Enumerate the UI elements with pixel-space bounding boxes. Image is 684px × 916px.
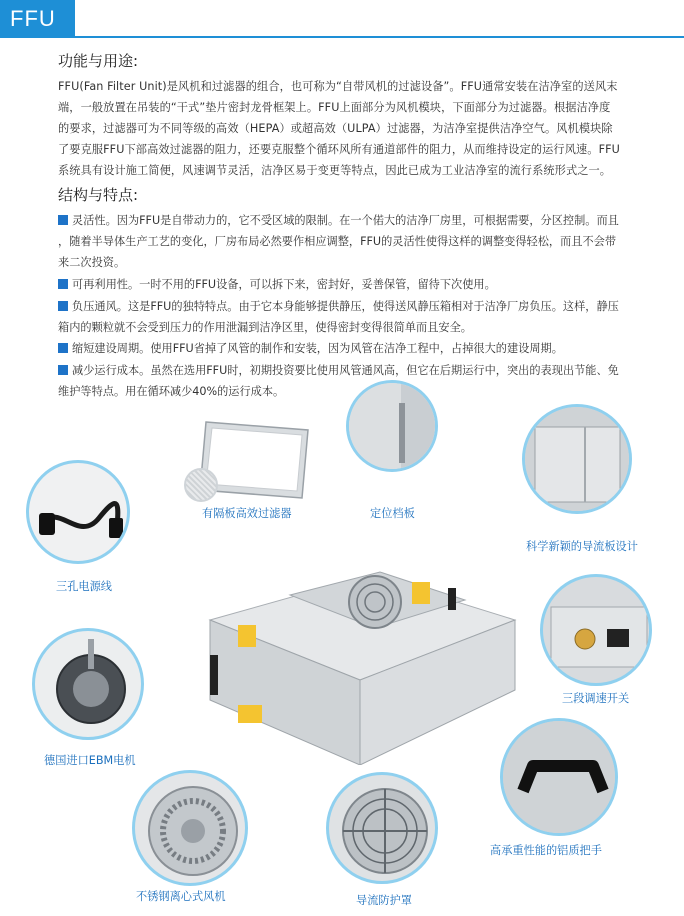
feature-line: 维护等特点。用在循环减少40%的运行成本。 — [58, 385, 285, 398]
caption-switch: 三段调速开关 — [562, 692, 630, 705]
feature-line: 负压通风。这是FFU的独特特点。由于它本身能够提供静压，使得送风静压箱相对于洁净厂房负压。这样，静压 — [72, 300, 619, 313]
caption-guide: 科学新颖的导流板设计 — [526, 540, 638, 553]
feature-item-flexibility — [58, 210, 660, 273]
handle-image — [500, 718, 618, 836]
feature-item-reusability — [58, 274, 660, 295]
feature-line: 缩短建设周期。使用FFU省掉了风管的制作和安装，因为风管在洁净工程中，占掉很大的建设周期。 — [72, 342, 563, 355]
feature-line: 箱内的颗粒就不会受到压力的作用泄漏到洁净区里，使得密封变得很简单而且安全。 — [58, 321, 472, 334]
centrifugal-fan-image — [132, 770, 248, 886]
page-title: FFU — [10, 6, 56, 31]
feature-line: ，随着半导体生产工艺的变化，厂房布局必然要作相应调整，FFU的灵活性使得这样的调整变得轻松，而且不会带 — [58, 235, 617, 248]
header-rule — [0, 36, 684, 38]
guide-plate-image — [522, 404, 632, 514]
feature-line: 减少运行成本。虽然在选用FFU时，初期投资要比使用风管通风高，但它在后期运行中，突出的表现出节能、免 — [72, 364, 619, 377]
caption-power-cord: 三孔电源线 — [56, 580, 112, 593]
function-line: 的要求，过滤器可为不同等级的高效（HEPA）或超高效（ULPA）过滤器，为洁净室提供洁净空气。风机模块除 — [58, 122, 613, 135]
caption-guard: 导流防护罩 — [356, 894, 412, 907]
function-heading: 功能与用途: — [58, 52, 139, 70]
feature-line: 来二次投资。 — [58, 256, 126, 269]
speed-switch-image — [540, 574, 652, 686]
function-line: 端，一般放置在吊装的“干式”垫片密封龙骨框架上。FFU上面部分为风机模块，下面部分为过滤器。根据洁净度 — [58, 101, 611, 114]
bullet-square-icon — [58, 279, 68, 289]
caption-filter: 有隔板高效过滤器 — [202, 507, 292, 520]
ebm-motor-image — [32, 628, 144, 740]
guard-image — [326, 772, 438, 884]
bullet-square-icon — [58, 215, 68, 225]
page-title-tab — [0, 0, 75, 38]
feature-item-shorter-construction — [58, 338, 660, 359]
baffle-image — [346, 380, 438, 472]
bullet-square-icon — [58, 365, 68, 375]
feature-item-negative-pressure — [58, 296, 660, 338]
function-paragraph — [58, 76, 660, 181]
feature-line: 灵活性。因为FFU是自带动力的，它不受区域的限制。在一个偌大的洁净厂房里，可根据需要，分区控制。而且 — [72, 214, 619, 227]
function-line: FFU(Fan Filter Unit)是风机和过滤器的组合，也可称为“自带风机的过滤设备”。FFU通常安装在洁净室的送风末 — [58, 80, 618, 93]
ffu-unit-image — [190, 560, 520, 765]
bullet-square-icon — [58, 301, 68, 311]
power-cord-image — [26, 460, 130, 564]
feature-line: 可再利用性。一时不用的FFU设备，可以拆下来，密封好，妥善保管，留待下次使用。 — [72, 278, 496, 291]
filter-mesh-zoom — [184, 468, 218, 502]
caption-fan: 不锈钢离心式风机 — [136, 890, 226, 903]
hepa-filter-image — [198, 420, 310, 500]
features-heading: 结构与特点: — [58, 186, 139, 204]
caption-baffle: 定位档板 — [370, 507, 415, 520]
function-line: 了要克服FFU下部高效过滤器的阻力，还要克服整个循环风所有通道部件的阻力，从而维持设定的运行风速。FFU — [58, 143, 620, 156]
caption-handle: 高承重性能的铝质把手 — [490, 844, 602, 857]
function-line: 系统具有设计施工简便，风速调节灵活，洁净区易于变更等特点，因此已成为工业洁净室的流行系统形式之一。 — [58, 164, 612, 177]
bullet-square-icon — [58, 343, 68, 353]
caption-motor: 德国进口EBM电机 — [44, 754, 136, 767]
